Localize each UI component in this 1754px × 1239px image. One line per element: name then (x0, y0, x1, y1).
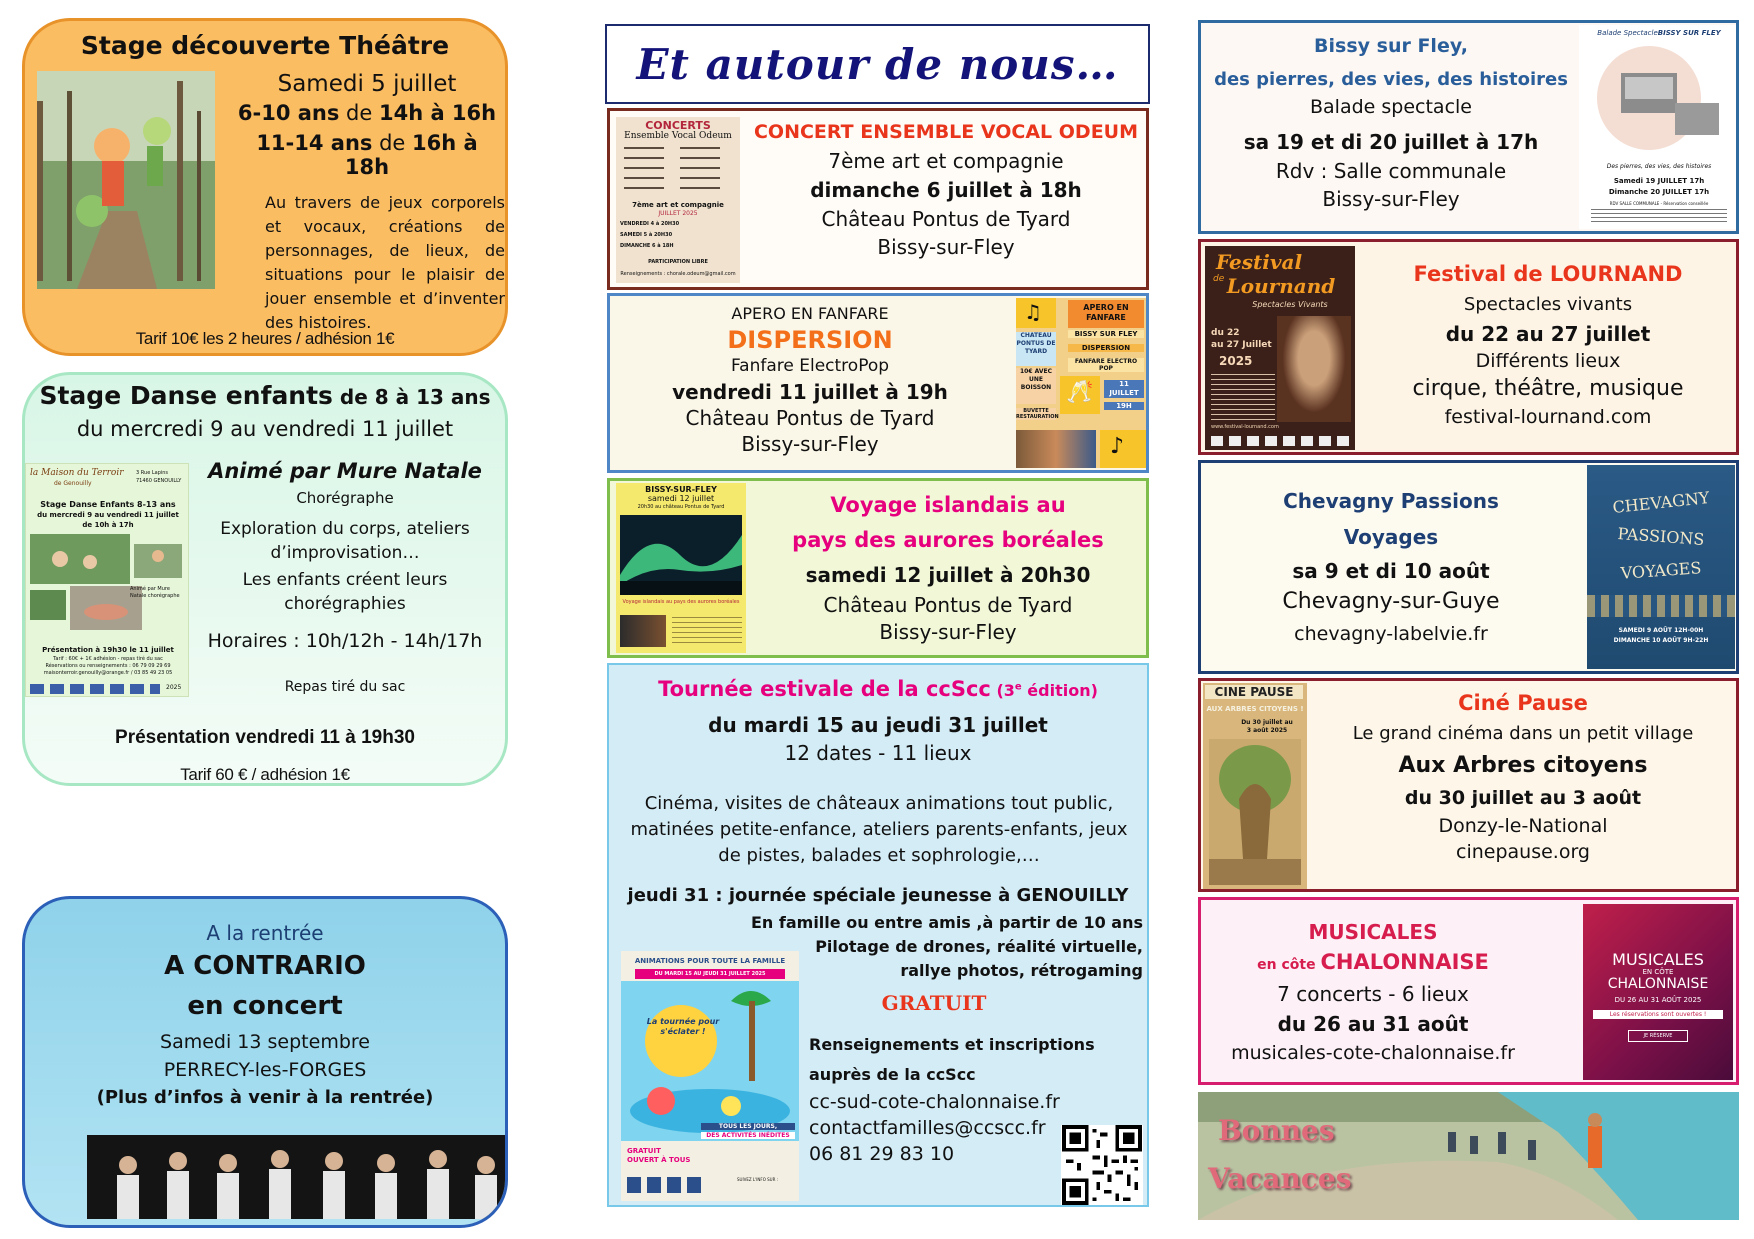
cine-flyer-t1: CINE PAUSE (1205, 685, 1303, 699)
danse-price: Tarif 60 € / adhésion 1€ (180, 765, 350, 784)
odeum-town: Bissy-sur-Fley (877, 235, 1015, 259)
odeum-flyer-info: Renseignements : chorale.odeum@gmail.com (620, 271, 736, 277)
theatre-age-2 (237, 131, 497, 179)
musicales-flyer-t1: MUSICALES (1612, 950, 1704, 969)
lournand-flyer-logos (1211, 436, 1349, 446)
danse-flyer-logos (30, 684, 160, 694)
islande-flyer-t4: Voyage islandais au pays des aurores boréales (622, 599, 740, 605)
chevagny-title-2: Voyages (1343, 525, 1439, 549)
contrario-title-1: A CONTRARIO (164, 951, 366, 981)
lournand-title: Festival de LOURNAND (1413, 262, 1683, 286)
islande-flyer (616, 483, 746, 653)
contrario-photo (87, 1135, 508, 1219)
islande-flyer-photo (620, 615, 666, 647)
tournee-qr-code (1061, 1125, 1143, 1205)
chevagny-flyer-w1: CHEVAGNY (1611, 487, 1711, 518)
contrario-kicker: A la rentrée (206, 921, 324, 945)
cine-film: Aux Arbres citoyens (1398, 753, 1648, 778)
odeum-flyer-names (620, 143, 736, 197)
danse-flyer-photos (30, 534, 186, 632)
chevagny-flyer-w2: PASSIONS (1616, 523, 1705, 550)
lournand-card (1198, 239, 1739, 455)
chevagny-flyer-wave (1587, 595, 1735, 617)
musicales-flyer-r: Les réservations sont ouvertes ! (1593, 1010, 1723, 1019)
dispersion-flyer-f1: APERO EN FANFARE (1068, 300, 1144, 328)
theatre-date: Samedi 5 juillet (277, 71, 457, 97)
odeum-flyer (616, 117, 740, 283)
chevagny-flyer-d2: DIMANCHE 10 AOÛT 9H-22H (1613, 637, 1709, 644)
dispersion-flyer-f8: 11 JUILLET (1104, 380, 1144, 398)
dispersion-flyer-f4: FANFARE ELECTRO POP (1068, 358, 1144, 372)
musicales-flyer (1583, 904, 1733, 1080)
theatre-age-1-range: 6-10 ans (237, 101, 340, 125)
tournee-card (607, 663, 1149, 1207)
cine-flyer-d2: 3 août 2025 (1246, 727, 1288, 734)
tournee-s2: Pilotage de drones, réalité virtuelle, (815, 937, 1143, 956)
chevagny-title-1: Chevagny Passions (1283, 489, 1499, 513)
chevagny-web: chevagny-labelvie.fr (1294, 623, 1488, 645)
odeum-place: Château Pontus de Tyard (821, 207, 1071, 231)
musicales-flyer-d: DU 26 AU 31 AOÛT 2025 (1614, 996, 1702, 1004)
islande-date: samedi 12 juillet à 20h30 (805, 563, 1091, 587)
cine-card (1198, 678, 1739, 892)
tournee-desc: Cinéma, visites de châteaux animations tout public, matinées petite-enfance, ateliers parents-enfants, jeux de pistes, balades et sophrologie,… (630, 793, 1128, 866)
tournee-edition-end: édition) (1021, 681, 1098, 700)
tournee-edition: (3 (990, 681, 1015, 700)
islande-flyer-aurora (620, 515, 742, 595)
vacances-word-1: Bonnes (1218, 1114, 1335, 1147)
lournand-flyer-d1: du 22 (1211, 328, 1240, 338)
musicales-title-2 (1201, 950, 1545, 974)
contrario-note: (Plus d’infos à venir à la rentrée) (96, 1087, 434, 1108)
bissy-flyer-rdv: RDV SALLE COMMUNALE - Réservation conseillée (1609, 201, 1709, 206)
tournee-mail: contactfamilles@ccscc.fr (809, 1117, 1046, 1139)
lournand-subtitle: Spectacles vivants (1463, 294, 1633, 315)
lournand-web: festival-lournand.com (1444, 406, 1652, 428)
danse-flyer-title-a: la Maison du Terroir (30, 468, 124, 478)
tournee-web: cc-sud-cote-chalonnaise.fr (809, 1091, 1060, 1113)
tournee-flyer (621, 951, 799, 1201)
theatre-age-1-time: 14h à 16h (378, 101, 497, 125)
lournand-flyer-t2: de (1213, 274, 1225, 284)
islande-flyer-t2: samedi 12 juillet (647, 494, 715, 503)
tournee-s3: rallye photos, rétrogaming (900, 961, 1143, 980)
cheers-icon: 🥂 (1066, 380, 1094, 405)
islande-card (607, 478, 1149, 658)
danse-title: Stage Danse enfants (39, 381, 333, 410)
cine-date: du 30 juillet au 3 août (1404, 787, 1642, 809)
cine-flyer (1203, 683, 1307, 889)
tournee-flyer-dates: DU MARDI 15 AU JEUDI 31 JUILLET 2025 (635, 969, 785, 979)
theatre-age-1 (237, 101, 497, 125)
musicales-date: du 26 au 31 août (1277, 1012, 1469, 1036)
islande-flyer-t1: BISSY-SUR-FLEY (645, 485, 717, 494)
cine-flyer-d1: Du 30 juillet au (1241, 719, 1293, 726)
dispersion-flyer-f9: 19H (1104, 402, 1144, 410)
odeum-flyer-t2: Ensemble Vocal Odeum (624, 131, 732, 141)
lournand-flyer-t3: Lournand (1226, 274, 1336, 298)
danse-meal: Repas tiré du sac (284, 679, 406, 695)
musicales-flyer-t2: EN CÔTE (1642, 968, 1674, 976)
islande-flyer-text (672, 617, 742, 643)
theatre-age-2-time: 16h à 18h (344, 131, 478, 179)
theatre-description: Au travers de jeux corporels et vocaux, créations de personnages, de lieux, de situations pour le plaisir de jouer ensemble et d’inventer des histoires. (265, 193, 505, 332)
chevagny-town: Chevagny-sur-Guye (1282, 589, 1500, 614)
tournee-special: jeudi 31 : journée spéciale jeunesse à GENOUILLY (627, 885, 1129, 906)
odeum-flyer-part: PARTICIPATION LIBRE (648, 259, 708, 265)
chevagny-flyer-w3: VOYAGES (1620, 558, 1702, 583)
tournee-count: 12 dates - 11 lieux (784, 741, 972, 765)
danse-desc-1: Exploration du corps, ateliers d’improvisation… (220, 519, 470, 563)
cine-subtitle: Le grand cinéma dans un petit village (1352, 723, 1694, 744)
odeum-flyer-d3: DIMANCHE 6 à 18H (620, 243, 674, 249)
musicales-flyer-btn[interactable]: JE RÉSERVE (1628, 1030, 1688, 1042)
cine-web: cinepause.org (1456, 841, 1590, 863)
danse-card (22, 372, 508, 786)
dispersion-subtitle: Fanfare ElectroPop (730, 356, 890, 376)
lournand-kinds: cirque, théâtre, musique (1412, 376, 1684, 401)
vacances-image (1198, 1092, 1739, 1220)
danse-ages: de 8 à 13 ans (332, 385, 491, 409)
tournee-info-2: auprès de la ccScc (809, 1065, 976, 1084)
dispersion-kicker: APERO EN FANFARE (731, 304, 889, 323)
theatre-age-2-range: 11-14 ans (256, 131, 373, 155)
bissy-flyer-tag: Des pierres, des vies, des histoires (1606, 163, 1712, 170)
dispersion-flyer-f6: 10€ AVEC UNE BOISSON (1016, 368, 1056, 404)
danse-title-line (25, 381, 505, 410)
theatre-age-2-sep: de (372, 131, 413, 155)
lournand-flyer-t4: Spectacles Vivants (1252, 300, 1328, 309)
dispersion-flyer-notes-2 (1100, 430, 1146, 468)
cine-town: Donzy-le-National (1438, 815, 1608, 837)
danse-flyer-contact: Réservations ou renseignements : 06 79 09 29 69 (45, 663, 171, 669)
lournand-flyer (1205, 246, 1355, 450)
tournee-info-1: Renseignements et inscriptions (809, 1035, 1095, 1054)
bissy-subtitle: Balade spectacle (1310, 96, 1472, 118)
odeum-flyer-t1: CONCERTS (645, 119, 711, 132)
theatre-title: Stage découverte Théâtre (80, 31, 450, 60)
tournee-flyer-foot: SUIVEZ L'INFO SUR : (737, 1177, 779, 1182)
bissy-card (1198, 20, 1739, 234)
musicales-flyer-t3: CHALONNAISE (1607, 976, 1709, 992)
lournand-places: Différents lieux (1475, 350, 1621, 372)
tournee-flyer-free1: GRATUIT (627, 1147, 661, 1155)
bissy-flyer-photo (1589, 43, 1729, 161)
musicales-title-2b: CHALONNAISE (1320, 950, 1489, 974)
lournand-flyer-y: 2025 (1219, 354, 1253, 368)
bissy-flyer-top-a: Balade Spectacle (1597, 29, 1658, 37)
islande-place: Château Pontus de Tyard (823, 593, 1073, 617)
chevagny-flyer-d1: SAMEDI 9 AOÛT 12H-00H (1618, 627, 1704, 634)
dispersion-flyer-f5: CHATEAU PONTUS DE TYARD (1016, 332, 1056, 366)
lournand-flyer-figure (1277, 316, 1351, 422)
contrario-card (22, 896, 508, 1228)
danse-dates: du mercredi 9 au vendredi 11 juillet (76, 417, 454, 441)
contrario-title-2: en concert (187, 991, 343, 1021)
islande-flyer-t3: 20h30 au château Pontus de Tyard (637, 504, 725, 510)
tournee-dates: du mardi 15 au jeudi 31 juillet (708, 713, 1048, 737)
danse-flyer-title-b: de Genouilly (54, 480, 92, 487)
lournand-flyer-t1: Festival (1215, 250, 1303, 274)
lournand-flyer-list (1211, 374, 1275, 420)
header-title: Et autour de nous… (636, 40, 1119, 89)
danse-animator-role: Chorégraphe (296, 489, 394, 507)
dispersion-card (607, 293, 1149, 473)
tournee-flyer-logos (627, 1177, 707, 1193)
odeum-subtitle: 7ème art et compagnie (828, 149, 1064, 173)
tournee-phone: 06 81 29 83 10 (809, 1143, 955, 1165)
danse-flyer (25, 463, 189, 697)
lournand-flyer-d2: au 27 Juillet (1211, 340, 1272, 350)
theatre-price: Tarif 10€ les 2 heures / adhésion 1€ (135, 329, 395, 348)
islande-title-2: pays des aurores boréales (792, 528, 1104, 552)
dispersion-flyer-f7: BUVETTE RESTAURATION (1016, 408, 1059, 420)
lournand-date: du 22 au 27 juillet (1445, 322, 1651, 346)
odeum-flyer-year: JUILLET 2025 (658, 210, 698, 217)
bissy-flyer-top-b: BISSY SUR FLEY (1657, 29, 1721, 37)
dispersion-town: Bissy-sur-Fley (741, 432, 879, 456)
theatre-card (22, 18, 508, 356)
odeum-title: CONCERT ENSEMBLE VOCAL ODEUM (753, 121, 1139, 143)
islande-title-1: Voyage islandais au (830, 493, 1066, 517)
dispersion-place: Château Pontus de Tyard (685, 406, 935, 430)
danse-flyer-addr1: 3 Rue Lapins (136, 470, 169, 476)
odeum-card (607, 108, 1149, 290)
musicales-title-2a: en côte (1257, 957, 1321, 973)
bissy-flyer-top (1579, 29, 1739, 37)
bissy-flyer (1579, 25, 1739, 229)
dispersion-flyer-f2: BISSY SUR FLEY (1068, 330, 1144, 338)
dispersion-flyer-notes (1016, 298, 1056, 328)
lournand-flyer-web: www.festival-lournand.com (1211, 424, 1279, 430)
theatre-image (37, 71, 215, 289)
dispersion-flyer (1016, 298, 1146, 468)
bissy-flyer-d2: Dimanche 20 JUILLET 17h (1608, 188, 1710, 196)
danse-flyer-anim: Animé par Mure Natale chorégraphe (130, 586, 180, 599)
header-box (605, 24, 1150, 104)
bissy-flyer-fine (1591, 209, 1727, 223)
bissy-rdv: Rdv : Salle communale (1275, 159, 1507, 183)
odeum-flyer-d2: SAMEDI 5 à 20H30 (620, 232, 673, 238)
musicales-title-1: MUSICALES (1308, 920, 1438, 944)
tournee-flyer-slogan: La tournée pour s'éclater ! (646, 1017, 720, 1036)
musicales-card (1198, 897, 1739, 1085)
bissy-title-2: des pierres, des vies, des histoires (1214, 69, 1568, 90)
cine-flyer-t2: AUX ARBRES CITOYENS ! (1206, 705, 1304, 713)
tournee-title-line (609, 677, 1147, 701)
danse-flyer-tarif: Tarif : 60€ + 1€ adhésion - repas tiré du sac (53, 656, 163, 662)
tournee-flyer-top: ANIMATIONS POUR TOUTE LA FAMILLE (634, 957, 786, 965)
tournee-flyer-free2: OUVERT À TOUS (627, 1156, 691, 1164)
chevagny-date: sa 9 et di 10 août (1292, 559, 1490, 583)
tournee-edition-sup: e (1014, 681, 1022, 693)
dispersion-flyer-photo (1016, 430, 1096, 468)
vacances-word-2: Vacances (1208, 1162, 1352, 1195)
tournee-flyer-badge2: DES ACTIVITÉS INÉDITES (701, 1132, 795, 1139)
dispersion-title: DISPERSION (727, 326, 893, 354)
danse-flyer-h1: Stage Danse Enfants 8-13 ans (40, 500, 176, 509)
tournee-flyer-beach (621, 981, 799, 1141)
musicales-count: 7 concerts - 6 lieux (1277, 982, 1469, 1006)
chevagny-card (1198, 460, 1739, 674)
cine-title: Ciné Pause (1458, 691, 1588, 715)
tournee-flyer-badge1: TOUS LES JOURS, (701, 1123, 795, 1130)
danse-flyer-h3: de 10h à 17h (82, 521, 134, 529)
cine-flyer-tree (1209, 739, 1301, 885)
music-note-icon: ♫ (1024, 300, 1042, 324)
danse-flyer-h2: du mercredi 9 au vendredi 11 juillet (37, 511, 179, 519)
danse-animator: Animé par Mure Natale (208, 459, 482, 483)
odeum-flyer-d1: VENDREDI 4 à 20H30 (620, 221, 680, 227)
danse-desc-2: Les enfants créent leurs chorégraphies (242, 570, 448, 614)
bissy-title-1: Bissy sur Fley, (1314, 35, 1468, 57)
musicales-web: musicales-cote-chalonnaise.fr (1231, 1042, 1515, 1064)
tournee-title: Tournée estivale de la ccScc (658, 677, 991, 701)
danse-flyer-pres: Présentation à 19h30 le 11 juillet (42, 646, 174, 654)
islande-town: Bissy-sur-Fley (879, 620, 1017, 644)
contrario-date: Samedi 13 septembre (160, 1031, 370, 1053)
tournee-free: GRATUIT (881, 991, 987, 1015)
tournee-s1: En famille ou entre amis ,à partir de 10 ans (751, 913, 1143, 932)
danse-flyer-year: 2025 (166, 684, 182, 691)
danse-flyer-addr2: 71460 GENOUILLY (136, 478, 182, 484)
dispersion-date: vendredi 11 juillet à 19h (672, 380, 948, 404)
danse-flyer-mail: maisonterroir.genouilly@orange.fr / 03 85 49 23 05 (43, 670, 173, 676)
bissy-flyer-d1: Samedi 19 JUILLET 17h (1613, 177, 1705, 185)
dispersion-flyer-glasses (1060, 376, 1100, 414)
danse-presentation: Présentation vendredi 11 à 19h30 (115, 727, 415, 748)
dispersion-flyer-f3: DISPERSION (1068, 344, 1144, 352)
odeum-date: dimanche 6 juillet à 18h (810, 178, 1082, 202)
chevagny-flyer (1587, 465, 1735, 669)
music-note-icon-2: ♪ (1110, 434, 1125, 459)
odeum-flyer-sub: 7ème art et compagnie (632, 201, 724, 209)
theatre-age-1-sep: de (339, 101, 379, 125)
danse-hours: Horaires : 10h/12h - 14h/17h (207, 630, 483, 652)
bissy-town: Bissy-sur-Fley (1322, 187, 1460, 211)
bissy-date: sa 19 et di 20 juillet à 17h (1243, 130, 1539, 154)
contrario-place: PERRECY-les-FORGES (163, 1059, 367, 1081)
